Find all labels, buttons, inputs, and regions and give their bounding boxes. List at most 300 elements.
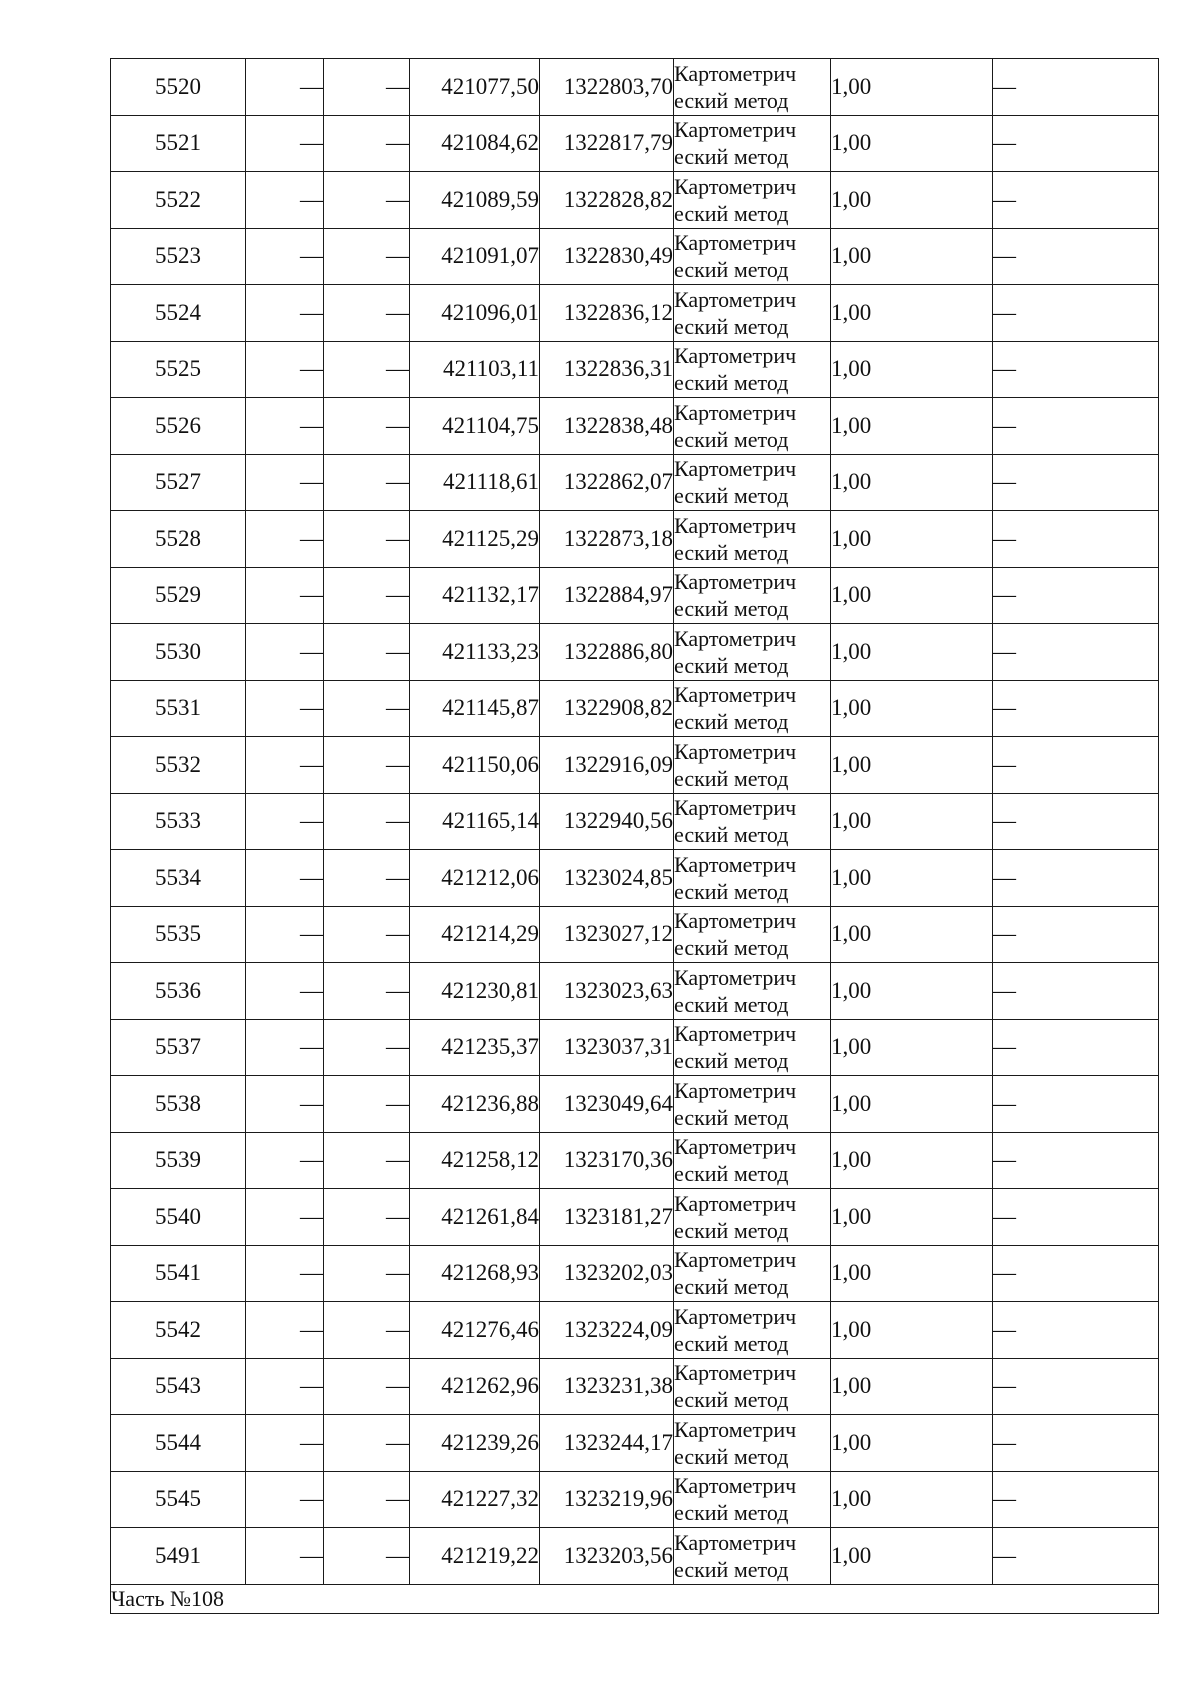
method-line-1: Картометрич bbox=[674, 569, 797, 595]
method-cell bbox=[674, 906, 831, 963]
method-line-1: Картометрич bbox=[674, 399, 797, 425]
table-row bbox=[111, 850, 1159, 907]
dash-cell: — bbox=[324, 1471, 410, 1528]
point-number-cell: 5528 bbox=[111, 511, 246, 568]
accuracy-cell: 1,00 bbox=[831, 1302, 993, 1359]
description-cell: — bbox=[993, 59, 1159, 116]
method-line-2: еский метод bbox=[674, 1217, 789, 1243]
accuracy-cell: 1,00 bbox=[831, 115, 993, 172]
method-cell bbox=[674, 115, 831, 172]
x-coordinate-cell: 421212,06 bbox=[410, 850, 540, 907]
method-line-2: еский метод bbox=[674, 652, 789, 678]
accuracy-cell: 1,00 bbox=[831, 624, 993, 681]
y-coordinate-cell: 1323244,17 bbox=[540, 1415, 674, 1472]
point-number-cell: 5530 bbox=[111, 624, 246, 681]
y-coordinate-cell: 1322803,70 bbox=[540, 59, 674, 116]
description-cell: — bbox=[993, 172, 1159, 229]
table-row bbox=[111, 1132, 1159, 1189]
description-cell: — bbox=[993, 624, 1159, 681]
method-line-2: еский метод bbox=[674, 1330, 789, 1356]
x-coordinate-cell: 421077,50 bbox=[410, 59, 540, 116]
table-row bbox=[111, 793, 1159, 850]
dash-cell: — bbox=[324, 906, 410, 963]
description-cell: — bbox=[993, 850, 1159, 907]
method-line-2: еский метод bbox=[674, 313, 789, 339]
method-line-2: еский метод bbox=[674, 539, 789, 565]
x-coordinate-cell: 421096,01 bbox=[410, 285, 540, 342]
method-cell bbox=[674, 850, 831, 907]
description-cell: — bbox=[993, 285, 1159, 342]
method-line-1: Картометрич bbox=[674, 1360, 797, 1386]
accuracy-cell: 1,00 bbox=[831, 1471, 993, 1528]
dash-cell: — bbox=[246, 680, 324, 737]
point-number-cell: 5524 bbox=[111, 285, 246, 342]
point-number-cell: 5536 bbox=[111, 963, 246, 1020]
method-line-1: Картометрич bbox=[674, 512, 797, 538]
method-line-1: Картометрич bbox=[674, 1303, 797, 1329]
dash-cell: — bbox=[246, 963, 324, 1020]
dash-cell: — bbox=[246, 1415, 324, 1472]
method-cell bbox=[674, 567, 831, 624]
dash-cell: — bbox=[246, 737, 324, 794]
dash-cell: — bbox=[246, 1076, 324, 1133]
x-coordinate-cell: 421165,14 bbox=[410, 793, 540, 850]
y-coordinate-cell: 1323181,27 bbox=[540, 1189, 674, 1246]
description-cell: — bbox=[993, 680, 1159, 737]
description-cell: — bbox=[993, 906, 1159, 963]
description-cell: — bbox=[993, 737, 1159, 794]
method-line-1: Картометрич bbox=[674, 286, 797, 312]
y-coordinate-cell: 1322916,09 bbox=[540, 737, 674, 794]
point-number-cell: 5522 bbox=[111, 172, 246, 229]
table-row bbox=[111, 341, 1159, 398]
y-coordinate-cell: 1323027,12 bbox=[540, 906, 674, 963]
method-line-2: еский метод bbox=[674, 1274, 789, 1300]
description-cell: — bbox=[993, 228, 1159, 285]
method-cell bbox=[674, 59, 831, 116]
dash-cell: — bbox=[246, 1019, 324, 1076]
accuracy-cell: 1,00 bbox=[831, 228, 993, 285]
method-line-2: еский метод bbox=[674, 1443, 789, 1469]
description-cell: — bbox=[993, 454, 1159, 511]
dash-cell: — bbox=[324, 454, 410, 511]
y-coordinate-cell: 1323170,36 bbox=[540, 1132, 674, 1189]
dash-cell: — bbox=[324, 285, 410, 342]
method-line-1: Картометрич bbox=[674, 1077, 797, 1103]
y-coordinate-cell: 1322817,79 bbox=[540, 115, 674, 172]
dash-cell: — bbox=[324, 1528, 410, 1585]
x-coordinate-cell: 421103,11 bbox=[410, 341, 540, 398]
method-cell bbox=[674, 737, 831, 794]
point-number-cell: 5544 bbox=[111, 1415, 246, 1472]
y-coordinate-cell: 1322838,48 bbox=[540, 398, 674, 455]
dash-cell: — bbox=[246, 172, 324, 229]
accuracy-cell: 1,00 bbox=[831, 172, 993, 229]
dash-cell: — bbox=[246, 906, 324, 963]
method-line-1: Картометрич bbox=[674, 456, 797, 482]
method-cell bbox=[674, 341, 831, 398]
part-label: Часть №108 bbox=[111, 1584, 1159, 1613]
x-coordinate-cell: 421268,93 bbox=[410, 1245, 540, 1302]
table-row bbox=[111, 228, 1159, 285]
method-line-2: еский метод bbox=[674, 822, 789, 848]
dash-cell: — bbox=[246, 115, 324, 172]
method-cell bbox=[674, 1358, 831, 1415]
method-cell bbox=[674, 1245, 831, 1302]
method-line-2: еский метод bbox=[674, 935, 789, 961]
table-row bbox=[111, 1189, 1159, 1246]
dash-cell: — bbox=[324, 341, 410, 398]
point-number-cell: 5537 bbox=[111, 1019, 246, 1076]
method-line-1: Картометрич bbox=[674, 625, 797, 651]
method-cell bbox=[674, 1076, 831, 1133]
point-number-cell: 5521 bbox=[111, 115, 246, 172]
method-line-1: Картометрич bbox=[674, 1416, 797, 1442]
description-cell: — bbox=[993, 1358, 1159, 1415]
method-line-2: еский метод bbox=[674, 144, 789, 170]
y-coordinate-cell: 1322886,80 bbox=[540, 624, 674, 681]
method-line-1: Картометрич bbox=[674, 173, 797, 199]
description-cell: — bbox=[993, 115, 1159, 172]
y-coordinate-cell: 1322836,12 bbox=[540, 285, 674, 342]
dash-cell: — bbox=[246, 624, 324, 681]
accuracy-cell: 1,00 bbox=[831, 1528, 993, 1585]
method-line-2: еский метод bbox=[674, 426, 789, 452]
dash-cell: — bbox=[324, 228, 410, 285]
method-line-1: Картометрич bbox=[674, 682, 797, 708]
table-row bbox=[111, 624, 1159, 681]
x-coordinate-cell: 421091,07 bbox=[410, 228, 540, 285]
y-coordinate-cell: 1323202,03 bbox=[540, 1245, 674, 1302]
description-cell: — bbox=[993, 1302, 1159, 1359]
description-cell: — bbox=[993, 1189, 1159, 1246]
part-row bbox=[111, 1584, 1159, 1613]
dash-cell: — bbox=[246, 793, 324, 850]
table-row bbox=[111, 567, 1159, 624]
y-coordinate-cell: 1322908,82 bbox=[540, 680, 674, 737]
x-coordinate-cell: 421235,37 bbox=[410, 1019, 540, 1076]
point-number-cell: 5539 bbox=[111, 1132, 246, 1189]
accuracy-cell: 1,00 bbox=[831, 963, 993, 1020]
dash-cell: — bbox=[246, 59, 324, 116]
dash-cell: — bbox=[324, 963, 410, 1020]
dash-cell: — bbox=[324, 1302, 410, 1359]
point-number-cell: 5545 bbox=[111, 1471, 246, 1528]
x-coordinate-cell: 421236,88 bbox=[410, 1076, 540, 1133]
table-row bbox=[111, 398, 1159, 455]
accuracy-cell: 1,00 bbox=[831, 737, 993, 794]
table-row bbox=[111, 511, 1159, 568]
table-row bbox=[111, 1415, 1159, 1472]
method-cell bbox=[674, 454, 831, 511]
table-row bbox=[111, 285, 1159, 342]
table-row bbox=[111, 172, 1159, 229]
x-coordinate-cell: 421214,29 bbox=[410, 906, 540, 963]
point-number-cell: 5525 bbox=[111, 341, 246, 398]
description-cell: — bbox=[993, 1528, 1159, 1585]
accuracy-cell: 1,00 bbox=[831, 1189, 993, 1246]
y-coordinate-cell: 1323037,31 bbox=[540, 1019, 674, 1076]
point-number-cell: 5527 bbox=[111, 454, 246, 511]
method-line-1: Картометрич bbox=[674, 1473, 797, 1499]
dash-cell: — bbox=[324, 511, 410, 568]
method-line-2: еский метод bbox=[674, 991, 789, 1017]
description-cell: — bbox=[993, 1471, 1159, 1528]
method-cell bbox=[674, 511, 831, 568]
dash-cell: — bbox=[246, 511, 324, 568]
method-line-2: еский метод bbox=[674, 483, 789, 509]
x-coordinate-cell: 421104,75 bbox=[410, 398, 540, 455]
x-coordinate-cell: 421118,61 bbox=[410, 454, 540, 511]
table-row bbox=[111, 1528, 1159, 1585]
dash-cell: — bbox=[324, 1076, 410, 1133]
x-coordinate-cell: 421089,59 bbox=[410, 172, 540, 229]
point-number-cell: 5543 bbox=[111, 1358, 246, 1415]
y-coordinate-cell: 1323224,09 bbox=[540, 1302, 674, 1359]
table-body bbox=[111, 59, 1159, 1585]
method-line-2: еский метод bbox=[674, 1556, 789, 1582]
method-line-1: Картометрич bbox=[674, 230, 797, 256]
dash-cell: — bbox=[324, 567, 410, 624]
method-line-1: Картометрич bbox=[674, 1529, 797, 1555]
description-cell: — bbox=[993, 1019, 1159, 1076]
method-cell bbox=[674, 1019, 831, 1076]
method-cell bbox=[674, 963, 831, 1020]
point-number-cell: 5535 bbox=[111, 906, 246, 963]
description-cell: — bbox=[993, 1245, 1159, 1302]
method-line-2: еский метод bbox=[674, 1161, 789, 1187]
method-line-2: еский метод bbox=[674, 200, 789, 226]
table-row bbox=[111, 680, 1159, 737]
point-number-cell: 5533 bbox=[111, 793, 246, 850]
method-line-1: Картометрич bbox=[674, 964, 797, 990]
description-cell: — bbox=[993, 1415, 1159, 1472]
accuracy-cell: 1,00 bbox=[831, 285, 993, 342]
method-cell bbox=[674, 1415, 831, 1472]
x-coordinate-cell: 421084,62 bbox=[410, 115, 540, 172]
method-line-2: еский метод bbox=[674, 878, 789, 904]
description-cell: — bbox=[993, 963, 1159, 1020]
x-coordinate-cell: 421230,81 bbox=[410, 963, 540, 1020]
table-row bbox=[111, 906, 1159, 963]
description-cell: — bbox=[993, 793, 1159, 850]
point-number-cell: 5529 bbox=[111, 567, 246, 624]
point-number-cell: 5538 bbox=[111, 1076, 246, 1133]
point-number-cell: 5531 bbox=[111, 680, 246, 737]
description-cell: — bbox=[993, 1132, 1159, 1189]
point-number-cell: 5520 bbox=[111, 59, 246, 116]
method-cell bbox=[674, 398, 831, 455]
table-row bbox=[111, 115, 1159, 172]
method-line-2: еский метод bbox=[674, 1104, 789, 1130]
description-cell: — bbox=[993, 1076, 1159, 1133]
accuracy-cell: 1,00 bbox=[831, 59, 993, 116]
method-line-2: еский метод bbox=[674, 370, 789, 396]
accuracy-cell: 1,00 bbox=[831, 680, 993, 737]
dash-cell: — bbox=[324, 1245, 410, 1302]
table-row bbox=[111, 963, 1159, 1020]
coordinates-table bbox=[110, 58, 1159, 1614]
table-row bbox=[111, 454, 1159, 511]
method-line-2: еский метод bbox=[674, 709, 789, 735]
y-coordinate-cell: 1322884,97 bbox=[540, 567, 674, 624]
method-line-1: Картометрич bbox=[674, 1190, 797, 1216]
point-number-cell: 5542 bbox=[111, 1302, 246, 1359]
table-row bbox=[111, 1302, 1159, 1359]
method-cell bbox=[674, 285, 831, 342]
table-row bbox=[111, 1076, 1159, 1133]
point-number-cell: 5541 bbox=[111, 1245, 246, 1302]
dash-cell: — bbox=[246, 1302, 324, 1359]
accuracy-cell: 1,00 bbox=[831, 567, 993, 624]
x-coordinate-cell: 421276,46 bbox=[410, 1302, 540, 1359]
x-coordinate-cell: 421227,32 bbox=[410, 1471, 540, 1528]
dash-cell: — bbox=[324, 1358, 410, 1415]
method-line-1: Картометрич bbox=[674, 60, 797, 86]
table-row bbox=[111, 1358, 1159, 1415]
dash-cell: — bbox=[324, 59, 410, 116]
point-number-cell: 5526 bbox=[111, 398, 246, 455]
dash-cell: — bbox=[246, 567, 324, 624]
x-coordinate-cell: 421125,29 bbox=[410, 511, 540, 568]
method-line-2: еский метод bbox=[674, 1387, 789, 1413]
accuracy-cell: 1,00 bbox=[831, 906, 993, 963]
dash-cell: — bbox=[324, 850, 410, 907]
dash-cell: — bbox=[324, 680, 410, 737]
method-cell bbox=[674, 1132, 831, 1189]
description-cell: — bbox=[993, 567, 1159, 624]
dash-cell: — bbox=[246, 454, 324, 511]
dash-cell: — bbox=[246, 285, 324, 342]
accuracy-cell: 1,00 bbox=[831, 1076, 993, 1133]
method-line-1: Картометрич bbox=[674, 851, 797, 877]
x-coordinate-cell: 421150,06 bbox=[410, 737, 540, 794]
accuracy-cell: 1,00 bbox=[831, 850, 993, 907]
y-coordinate-cell: 1322940,56 bbox=[540, 793, 674, 850]
x-coordinate-cell: 421145,87 bbox=[410, 680, 540, 737]
method-cell bbox=[674, 793, 831, 850]
table-row bbox=[111, 1019, 1159, 1076]
table-row bbox=[111, 737, 1159, 794]
method-cell bbox=[674, 1528, 831, 1585]
dash-cell: — bbox=[324, 115, 410, 172]
dash-cell: — bbox=[246, 1189, 324, 1246]
y-coordinate-cell: 1323219,96 bbox=[540, 1471, 674, 1528]
dash-cell: — bbox=[324, 737, 410, 794]
method-cell bbox=[674, 624, 831, 681]
dash-cell: — bbox=[246, 1471, 324, 1528]
dash-cell: — bbox=[324, 1019, 410, 1076]
x-coordinate-cell: 421132,17 bbox=[410, 567, 540, 624]
method-line-1: Картометрич bbox=[674, 117, 797, 143]
point-number-cell: 5534 bbox=[111, 850, 246, 907]
accuracy-cell: 1,00 bbox=[831, 1358, 993, 1415]
y-coordinate-cell: 1323049,64 bbox=[540, 1076, 674, 1133]
method-line-1: Картометрич bbox=[674, 1021, 797, 1047]
method-line-1: Картометрич bbox=[674, 1247, 797, 1273]
point-number-cell: 5532 bbox=[111, 737, 246, 794]
method-line-2: еский метод bbox=[674, 765, 789, 791]
x-coordinate-cell: 421258,12 bbox=[410, 1132, 540, 1189]
y-coordinate-cell: 1323023,63 bbox=[540, 963, 674, 1020]
accuracy-cell: 1,00 bbox=[831, 1132, 993, 1189]
method-line-1: Картометрич bbox=[674, 795, 797, 821]
method-cell bbox=[674, 680, 831, 737]
dash-cell: — bbox=[324, 1415, 410, 1472]
method-line-1: Картометрич bbox=[674, 908, 797, 934]
dash-cell: — bbox=[324, 398, 410, 455]
method-line-1: Картометрич bbox=[674, 738, 797, 764]
y-coordinate-cell: 1322836,31 bbox=[540, 341, 674, 398]
dash-cell: — bbox=[246, 850, 324, 907]
method-line-2: еский метод bbox=[674, 596, 789, 622]
accuracy-cell: 1,00 bbox=[831, 1415, 993, 1472]
y-coordinate-cell: 1322862,07 bbox=[540, 454, 674, 511]
accuracy-cell: 1,00 bbox=[831, 511, 993, 568]
table-row bbox=[111, 1245, 1159, 1302]
point-number-cell: 5540 bbox=[111, 1189, 246, 1246]
dash-cell: — bbox=[324, 172, 410, 229]
method-line-2: еский метод bbox=[674, 1048, 789, 1074]
method-line-2: еский метод bbox=[674, 257, 789, 283]
method-line-2: еский метод bbox=[674, 1500, 789, 1526]
y-coordinate-cell: 1323203,56 bbox=[540, 1528, 674, 1585]
y-coordinate-cell: 1323231,38 bbox=[540, 1358, 674, 1415]
method-cell bbox=[674, 172, 831, 229]
description-cell: — bbox=[993, 398, 1159, 455]
y-coordinate-cell: 1323024,85 bbox=[540, 850, 674, 907]
accuracy-cell: 1,00 bbox=[831, 341, 993, 398]
point-number-cell: 5523 bbox=[111, 228, 246, 285]
description-cell: — bbox=[993, 511, 1159, 568]
dash-cell: — bbox=[246, 1358, 324, 1415]
method-line-2: еский метод bbox=[674, 87, 789, 113]
x-coordinate-cell: 421239,26 bbox=[410, 1415, 540, 1472]
x-coordinate-cell: 421219,22 bbox=[410, 1528, 540, 1585]
dash-cell: — bbox=[324, 793, 410, 850]
accuracy-cell: 1,00 bbox=[831, 398, 993, 455]
y-coordinate-cell: 1322873,18 bbox=[540, 511, 674, 568]
accuracy-cell: 1,00 bbox=[831, 454, 993, 511]
dash-cell: — bbox=[246, 1245, 324, 1302]
x-coordinate-cell: 421261,84 bbox=[410, 1189, 540, 1246]
dash-cell: — bbox=[246, 1528, 324, 1585]
y-coordinate-cell: 1322828,82 bbox=[540, 172, 674, 229]
y-coordinate-cell: 1322830,49 bbox=[540, 228, 674, 285]
table-row bbox=[111, 59, 1159, 116]
accuracy-cell: 1,00 bbox=[831, 1019, 993, 1076]
accuracy-cell: 1,00 bbox=[831, 793, 993, 850]
dash-cell: — bbox=[246, 228, 324, 285]
method-cell bbox=[674, 1471, 831, 1528]
method-cell bbox=[674, 1189, 831, 1246]
description-cell: — bbox=[993, 341, 1159, 398]
x-coordinate-cell: 421262,96 bbox=[410, 1358, 540, 1415]
point-number-cell: 5491 bbox=[111, 1528, 246, 1585]
accuracy-cell: 1,00 bbox=[831, 1245, 993, 1302]
dash-cell: — bbox=[246, 1132, 324, 1189]
method-line-1: Картометрич bbox=[674, 343, 797, 369]
dash-cell: — bbox=[246, 398, 324, 455]
dash-cell: — bbox=[246, 341, 324, 398]
table-row bbox=[111, 1471, 1159, 1528]
dash-cell: — bbox=[324, 1189, 410, 1246]
dash-cell: — bbox=[324, 624, 410, 681]
method-cell bbox=[674, 228, 831, 285]
method-line-1: Картометрич bbox=[674, 1134, 797, 1160]
x-coordinate-cell: 421133,23 bbox=[410, 624, 540, 681]
dash-cell: — bbox=[324, 1132, 410, 1189]
